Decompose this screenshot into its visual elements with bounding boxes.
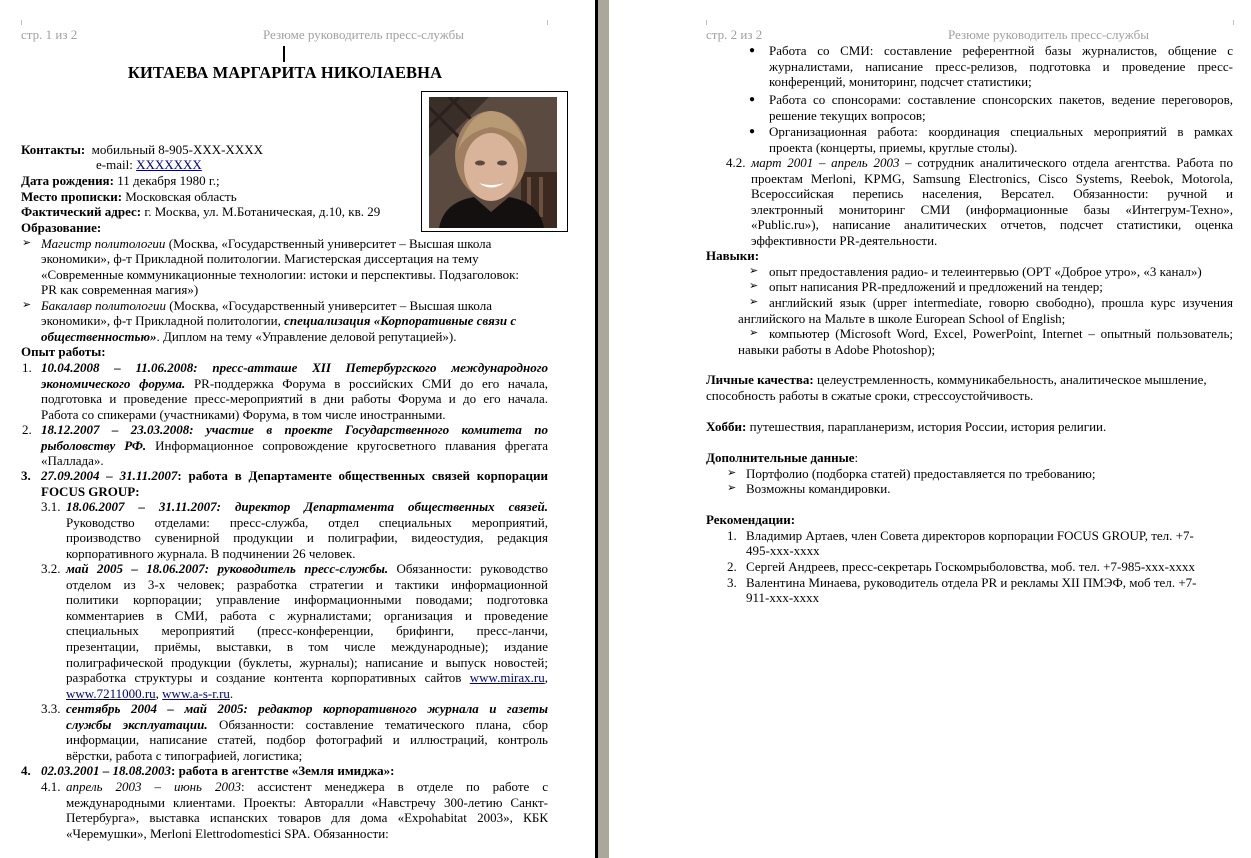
birth-date: 11 декабря 1980 г.;	[117, 173, 220, 188]
experience-text: корпоративного журнала. В подчинении 26 человек.	[66, 545, 356, 561]
experience-line	[41, 484, 548, 500]
education-text-plain: экономики», ф-т Прикладной политологии,	[41, 313, 285, 328]
education-text-plain: . Диплом на тему «Управление деловой репутацией»).	[156, 329, 457, 344]
page-gap	[598, 0, 609, 858]
experience-heading-line: 18.06.2007 – 31.11.2007: директор Департамента общественных связей.	[66, 499, 548, 514]
education-title: Образование:	[21, 220, 102, 235]
experience-role: рыболовству РФ.	[41, 437, 147, 453]
experience-text: «Public.ru»), написание аналитических отчетов, подсчет статистики, оценка	[751, 217, 1233, 233]
skill-item: опыт предоставления радио- и телеинтервью (ОРТ «Доброе утро», «3 канал»)	[769, 264, 1202, 279]
duty-item	[769, 92, 1233, 123]
experience-dates: март 2001 – апрель 2003	[751, 155, 900, 170]
duty-text: журналистами, написание пресс-релизов, подготовка и проведение пресс-	[769, 58, 1233, 74]
reference-text: 911-xxx-xxxx	[746, 590, 820, 605]
duty-item	[769, 124, 1233, 155]
skills-heading	[706, 248, 759, 264]
list-number: 2.	[22, 422, 32, 437]
personal-text: целеустремленность, коммуникабельность, аналитическое мышление,	[813, 372, 1207, 387]
experience-item	[41, 422, 548, 469]
experience-line	[41, 468, 548, 484]
duty-text: Работа со спонсорами: составление спонсорских пакетов, ведение переговоров,	[769, 92, 1233, 107]
experience-title: : работа в Департаменте общественных связей корпорации	[177, 468, 548, 483]
list-number: 2.	[727, 559, 737, 574]
hobby	[706, 419, 1106, 435]
email-label: e-mail:	[96, 157, 133, 172]
additional-item: Портфолио (подборка статей) предоставляется по требованию;	[746, 466, 1096, 481]
sublist-number: 3.1.	[41, 499, 61, 514]
experience-dates: 02.03.2001 – 18.08.2003	[41, 763, 171, 778]
address-label: Фактический адрес:	[21, 204, 142, 219]
experience-text: электронный мониторинг СМИ (информационные базы «Интегрум-Техно»,	[751, 201, 1233, 217]
experience-role: службы эксплуатации.	[66, 716, 208, 732]
skill-text: английского на Мальте в школе European School of English;	[738, 310, 1066, 326]
text-cursor	[283, 46, 285, 62]
experience-text: специальных мероприятий (пресс-конференции, брифинги, пресс-ланчи,	[66, 623, 548, 639]
education-text: (Москва, «Государственный университет – Высшая школа	[165, 236, 492, 251]
registration-value: Московская область	[125, 189, 237, 204]
header-margin-mark	[706, 20, 707, 25]
bullet-icon: ●	[749, 126, 756, 137]
skill-text: компьютер (Microsoft Word, Excel, PowerPoint, Internet – опытный пользователь;	[769, 326, 1233, 341]
sublist-number: 4.2.	[726, 155, 746, 170]
experience-text: Петербурга», выставка испанских товаров для дома «Expohabitat 2003», КБК	[66, 810, 548, 826]
experience-text: : ассистент менеджера в отделе по работе с	[240, 779, 549, 794]
experience-heading	[21, 344, 106, 360]
candidate-name: КИТАЕВА МАРГАРИТА НИКОЛАЕВНА	[127, 63, 443, 82]
address-row	[21, 204, 380, 220]
reference-text: 495-xxx-xxxx	[746, 543, 820, 558]
page-number: стр. 2 из 2	[706, 27, 763, 42]
hobby-label: Хобби:	[706, 419, 747, 434]
experience-text: «Черемушки», Merloni Elettrodomestici SPA. Обязанности:	[66, 825, 389, 841]
duty-text: конференций, мониторинг, подсчет статистики;	[769, 74, 1032, 90]
additional-heading	[706, 450, 858, 466]
email-row	[96, 157, 202, 173]
education-item	[41, 236, 491, 252]
experience-text: производство сувенирной продукции и полиграфии, видеостудия, редакция	[66, 530, 548, 546]
contacts-label: Контакты:	[21, 142, 86, 157]
arrow-bullet-icon: ➢	[727, 467, 737, 479]
experience-role: май 2005 – 18.06.2007: руководитель пресс-службы.	[66, 561, 389, 576]
education-text: PR как современная магия»)	[41, 282, 199, 297]
experience-subitem	[751, 155, 1233, 249]
additional-colon: :	[854, 450, 859, 465]
experience-text: Работа со спикерами (участниками) Форума, в том числе иностранными.	[41, 406, 446, 422]
experience-line: www.7211000.ru, www.a-s-r.ru.	[66, 685, 234, 701]
experience-heading-line: 10.04.2008 – 11.06.2008: пресс-атташе XII Петербургского международного	[41, 360, 548, 375]
experience-text: политики корпорации; управление информационными поводами; подготовка	[66, 592, 548, 608]
duty-text: Работа со СМИ: составление референтной базы журналистов, общение с	[769, 43, 1233, 58]
bullet-icon: ●	[749, 94, 756, 105]
skill-item	[738, 326, 1233, 357]
sublist-number: 3.2.	[41, 561, 61, 576]
document-page-1	[0, 0, 595, 858]
experience-text: разработка структуры и создание контента корпоративных сайтов	[66, 670, 470, 686]
experience-line	[66, 561, 548, 577]
degree-title: Бакалавр политологии	[41, 298, 166, 313]
reference-text: Сергей Андреев, пресс-секретарь Госкомрыболовства, моб. тел. +7-985-xxx-xxxx	[746, 559, 1195, 574]
header-title: Резюме руководитель пресс-службы	[948, 27, 1149, 42]
experience-text: Обязанности: составление тематического плана, сбор	[207, 716, 548, 732]
education-text	[41, 313, 516, 329]
birth-label: Дата рождения:	[21, 173, 114, 188]
experience-line	[41, 376, 548, 392]
contacts-row	[21, 142, 263, 158]
arrow-bullet-icon: ➢	[727, 482, 737, 494]
experience-title: : работа в агентстве «Земля имиджа»:	[171, 763, 395, 778]
education-text: «Современные коммуникационные технологии: истоки и перспективы. Подзаголовок:	[41, 267, 519, 282]
experience-subitem	[66, 499, 548, 561]
website-link[interactable]: www.mirax.ru	[469, 670, 545, 686]
company-name: FOCUS GROUP:	[41, 483, 140, 499]
skill-item: опыт написания PR-предложений и предложений на тендер;	[769, 279, 1103, 294]
experience-line	[66, 717, 548, 733]
experience-dates: 27.09.2004 – 31.11.2007	[41, 468, 178, 483]
arrow-bullet-icon: ➢	[749, 265, 759, 277]
arrow-bullet-icon: ➢	[749, 327, 759, 339]
reference-text: Владимир Артаев, член Совета директоров корпорации FOCUS GROUP, тел. +7-	[746, 528, 1194, 543]
education-text: (Москва, «Государственный университет – Высшая школа	[165, 298, 492, 313]
education-text	[41, 329, 457, 345]
registration-row	[21, 189, 237, 205]
experience-text: Всероссийская перепись населения, Версател. Обязанности: ручной и	[751, 186, 1233, 202]
experience-text: вёрстки, работа с типографией, логистика;	[66, 747, 303, 763]
experience-heading-line: 18.12.2007 – 23.03.2008: участие в проекте Государственного комитета по	[41, 422, 548, 437]
header-title: Резюме руководитель пресс-службы	[263, 27, 464, 42]
header-margin-mark	[1233, 20, 1234, 25]
page-number: стр. 1 из 2	[21, 27, 78, 42]
experience-line	[751, 155, 1233, 171]
experience-item	[41, 468, 548, 499]
additional-label: Дополнительные данные	[706, 450, 855, 465]
experience-heading-line: сентябрь 2004 – май 2005: редактор корпоративного журнала и газеты	[66, 701, 548, 716]
education-item	[41, 298, 492, 314]
website-link[interactable]: www.a-s-r.ru	[162, 685, 230, 701]
education-text: экономики», ф-т Прикладной политологии. Магистерская диссертация на тему	[41, 251, 479, 266]
list-number: 3.	[727, 575, 737, 590]
experience-text: Информационное сопровождение кругосветного плавания фрегата	[146, 437, 548, 453]
personal-text: способность работы в сжатые сроки, стрессоустойчивость.	[706, 388, 1034, 403]
education-heading	[21, 220, 101, 236]
experience-item	[41, 763, 395, 779]
experience-text: Руководство отделами: пресс-служба, отдел специальных мероприятий,	[66, 514, 548, 530]
references-heading	[706, 512, 795, 528]
experience-subitem	[66, 561, 548, 701]
experience-text: проектам Merloni, KPMG, Samsung Electronics, Cisco Systems, Reebok, Motorola,	[751, 170, 1233, 186]
duty-text: решение текущих вопросов;	[769, 107, 926, 123]
skill-text: английский язык (upper intermediate, говорю свободно), прошла курс изучения	[769, 295, 1233, 310]
photo-frame	[421, 91, 568, 232]
experience-dates: апрель 2003 – июнь 2003	[66, 779, 241, 794]
duty-item	[769, 43, 1233, 90]
portrait-image	[429, 97, 557, 228]
registration-label: Место прописки:	[21, 189, 123, 204]
birth-row	[21, 173, 220, 189]
experience-text: отделом из 3-х человек; разработка стратегии и тактики информационной	[66, 576, 548, 592]
specialization: общественностью»	[41, 329, 157, 344]
experience-subitem	[66, 779, 548, 841]
document-page-2	[611, 0, 1251, 858]
experience-item	[41, 360, 548, 422]
arrow-bullet-icon: ➢	[749, 280, 759, 292]
address-value: г. Москва, ул. М.Ботаническая, д.10, кв. 29	[144, 204, 381, 219]
experience-text: международными клиентами. Проекты: Авторалли «Навстречу 300-летию Санкт-	[66, 794, 548, 810]
experience-text: Обязанности: руководство	[388, 561, 548, 576]
experience-text: «Паллада».	[41, 453, 104, 469]
list-number: 1.	[22, 360, 32, 375]
mobile-phone: мобильный 8-905-XXX-XXXX	[91, 142, 263, 157]
header-margin-mark	[547, 20, 548, 25]
personal-qualities	[706, 372, 1207, 388]
header-margin-mark	[21, 20, 22, 25]
email-link[interactable]: XXXXXXX	[136, 157, 202, 172]
experience-text: презентации, приёмы, выставки, в том числе международные); издание	[66, 638, 548, 654]
list-number: 1.	[727, 528, 737, 543]
experience-line: разработка структуры и создание контента корпоративных сайтов www.mirax.ru,	[66, 670, 548, 686]
arrow-bullet-icon: ➢	[22, 299, 32, 311]
experience-text: информации, написание статей, подбор фотографий и иллюстраций, контроль	[66, 732, 548, 748]
experience-text: эффективности PR-деятельности.	[751, 232, 938, 248]
references-title: Рекомендации:	[706, 512, 796, 527]
specialization: специализация «Корпоративные связи с	[284, 313, 517, 328]
experience-text: – сотрудник аналитического отдела агентства. Работа по	[899, 155, 1234, 170]
personal-label: Личные качества:	[706, 372, 814, 387]
arrow-bullet-icon: ➢	[749, 296, 759, 308]
experience-text: подготовка и проведение пресс-мероприятий в дни работы Форума и до его начала.	[41, 391, 548, 407]
experience-title: Опыт работы:	[21, 344, 106, 359]
list-number: 3.	[21, 468, 31, 483]
skill-text: навыки работы в Adobe Photoshop);	[738, 341, 936, 357]
sublist-number: 3.3.	[41, 701, 61, 716]
experience-text: PR-поддержка Форума в российских СМИ до его начала,	[185, 375, 549, 391]
bullet-icon: ●	[749, 45, 756, 56]
sublist-number: 4.1.	[41, 779, 61, 794]
experience-line	[66, 779, 548, 795]
experience-line	[41, 438, 548, 454]
experience-subitem	[66, 701, 548, 763]
list-number: 4.	[21, 763, 31, 778]
experience-role: экономического форума.	[41, 375, 186, 391]
reference-text: Валентина Минаева, руководитель отдела PR и рекламы XII ПМЭФ, моб тел. +7-	[746, 575, 1197, 590]
duty-text: проекта (концерты, приемы, круглые столы).	[769, 139, 1018, 155]
skill-item	[738, 295, 1233, 326]
degree-title: Магистр политологии	[41, 236, 166, 251]
hobby-text: путешествия, парапланеризм, история России, история религии.	[746, 419, 1107, 434]
arrow-bullet-icon: ➢	[22, 237, 32, 249]
additional-item: Возможны командировки.	[746, 481, 891, 496]
experience-text: полиграфической продукции (буклеты, журналы); написание и выпуск новостей;	[66, 654, 548, 670]
duty-text: Организационная работа: координация специальных мероприятий в рамках	[769, 124, 1233, 139]
skills-title: Навыки:	[706, 248, 760, 263]
portrait-photo	[429, 97, 557, 228]
experience-text: комментариев в СМИ, работа с журналистами; организация и проведение	[66, 607, 548, 623]
website-link[interactable]: www.7211000.ru	[66, 685, 156, 701]
